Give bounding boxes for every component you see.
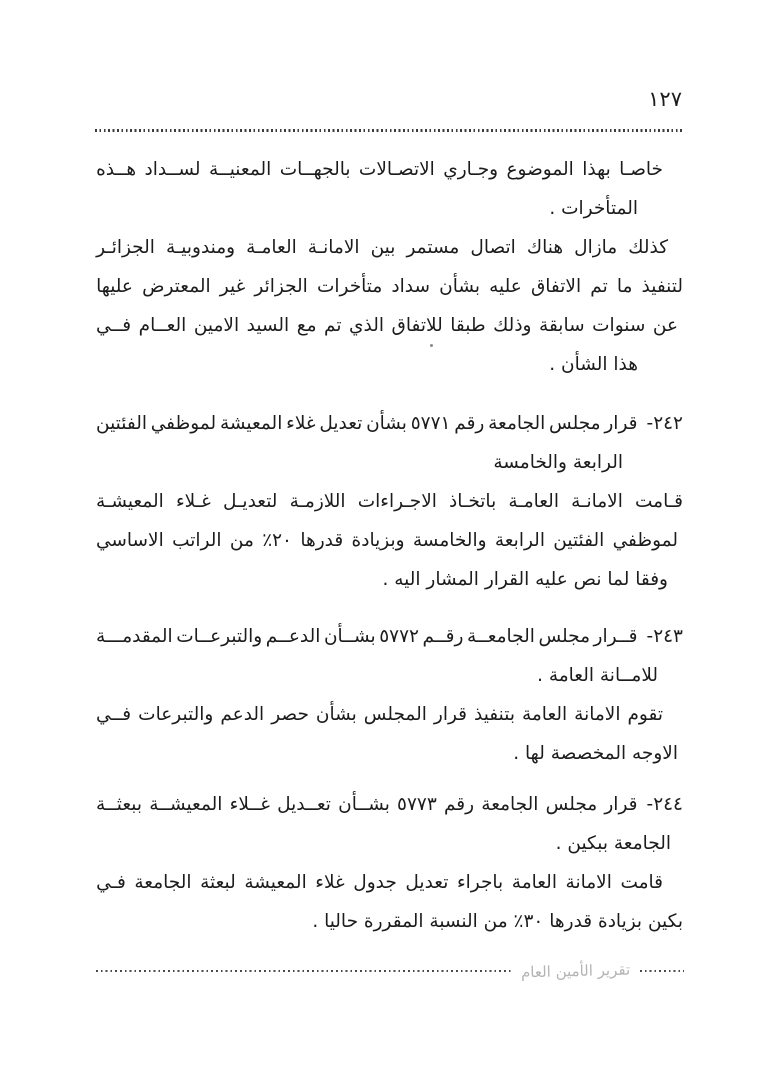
footer: [96, 962, 684, 980]
paragraph-line: هذا الشأن .: [549, 354, 638, 375]
footer-rule-left: [96, 970, 511, 973]
item-number: ٢٤٤-: [646, 794, 683, 815]
footer-rule-right: [640, 970, 684, 973]
item-body-line: لموظفي الفئتين الرابعة والخامسة وبزيادة قدرها ٢٠٪ من الراتب الاساسي: [96, 530, 678, 551]
paragraph-line: عن سنوات سابقة وذلك طبقا للاتفاق الذي تم مع السيد الامين العــام فــي: [96, 315, 678, 336]
item-title-line: [96, 617, 683, 656]
item-title-line: الجامعة ببكين .: [555, 833, 671, 854]
page-number: ١٢٧: [648, 87, 682, 111]
paragraph-arrears: [96, 150, 683, 228]
item-title-text: قرار مجلس الجامعة رقم ٥٧٧١ بشأن تعديل غلاء المعيشة لموظفي الفئتين: [96, 413, 638, 434]
item-body-line: وفقا لما نص عليه القرار المشار اليه .: [382, 569, 668, 590]
decision-item-244: [96, 785, 683, 941]
item-title-text: قرار مجلس الجامعة رقم ٥٧٧٣ بشــأن تعــديل غــلاء المعيشــة ببعثــة: [96, 794, 638, 815]
paragraph-algeria: [96, 228, 683, 384]
item-number: ٢٤٣-: [646, 626, 683, 647]
item-body-line: تقوم الامانة العامة بتنفيذ قرار المجلس بشأن حصر الدعم والتبرعات فــي: [96, 704, 663, 725]
item-title-line: [96, 785, 683, 824]
paragraph-line: خاصـا بهذا الموضوع وجـاري الاتصـالات بالجهــات المعنيــة لســداد هــذه: [96, 159, 663, 180]
item-title-text: قــرار مجلس الجامعــة رقــم ٥٧٧٢ بشــأن الدعــم والتبرعــات المقدمـــة: [96, 626, 638, 647]
paragraph-line: المتأخرات .: [549, 198, 638, 219]
item-body-line: قامت الامانة العامة باجراء تعديل جدول غلاء المعيشة لبعثة الجامعة فـي: [96, 872, 663, 893]
paragraph-line: كذلك مازال هناك اتصال مستمر بين الامانـة العامـة ومندوبيـة الجزائـر: [96, 237, 668, 258]
paragraph-line: لتنفيذ ما تم الاتفاق عليه بشأن سداد متأخرات الجزائر غير المعترض عليها: [96, 276, 683, 297]
item-body-line: الاوجه المخصصة لها .: [513, 743, 678, 764]
header-rule: [95, 129, 684, 132]
item-title-line: [96, 404, 683, 443]
item-title-line: للامــانة العامة .: [537, 665, 658, 686]
decision-item-243: [96, 617, 683, 773]
item-number: ٢٤٢-: [646, 413, 683, 434]
footer-note: تقرير الأمين العام: [520, 960, 631, 982]
item-body-line: بكين بزيادة قدرها ٣٠٪ من النسبة المقررة حاليا .: [312, 911, 683, 932]
item-title-line: الرابعة والخامسة: [493, 452, 623, 473]
decision-item-242: [96, 404, 683, 599]
item-body-line: قـامت الامانـة العامـة باتخـاذ الاجـراءات اللازمـة لتعديـل غـلاء المعيشـة: [96, 491, 683, 512]
page-content: [96, 150, 683, 941]
